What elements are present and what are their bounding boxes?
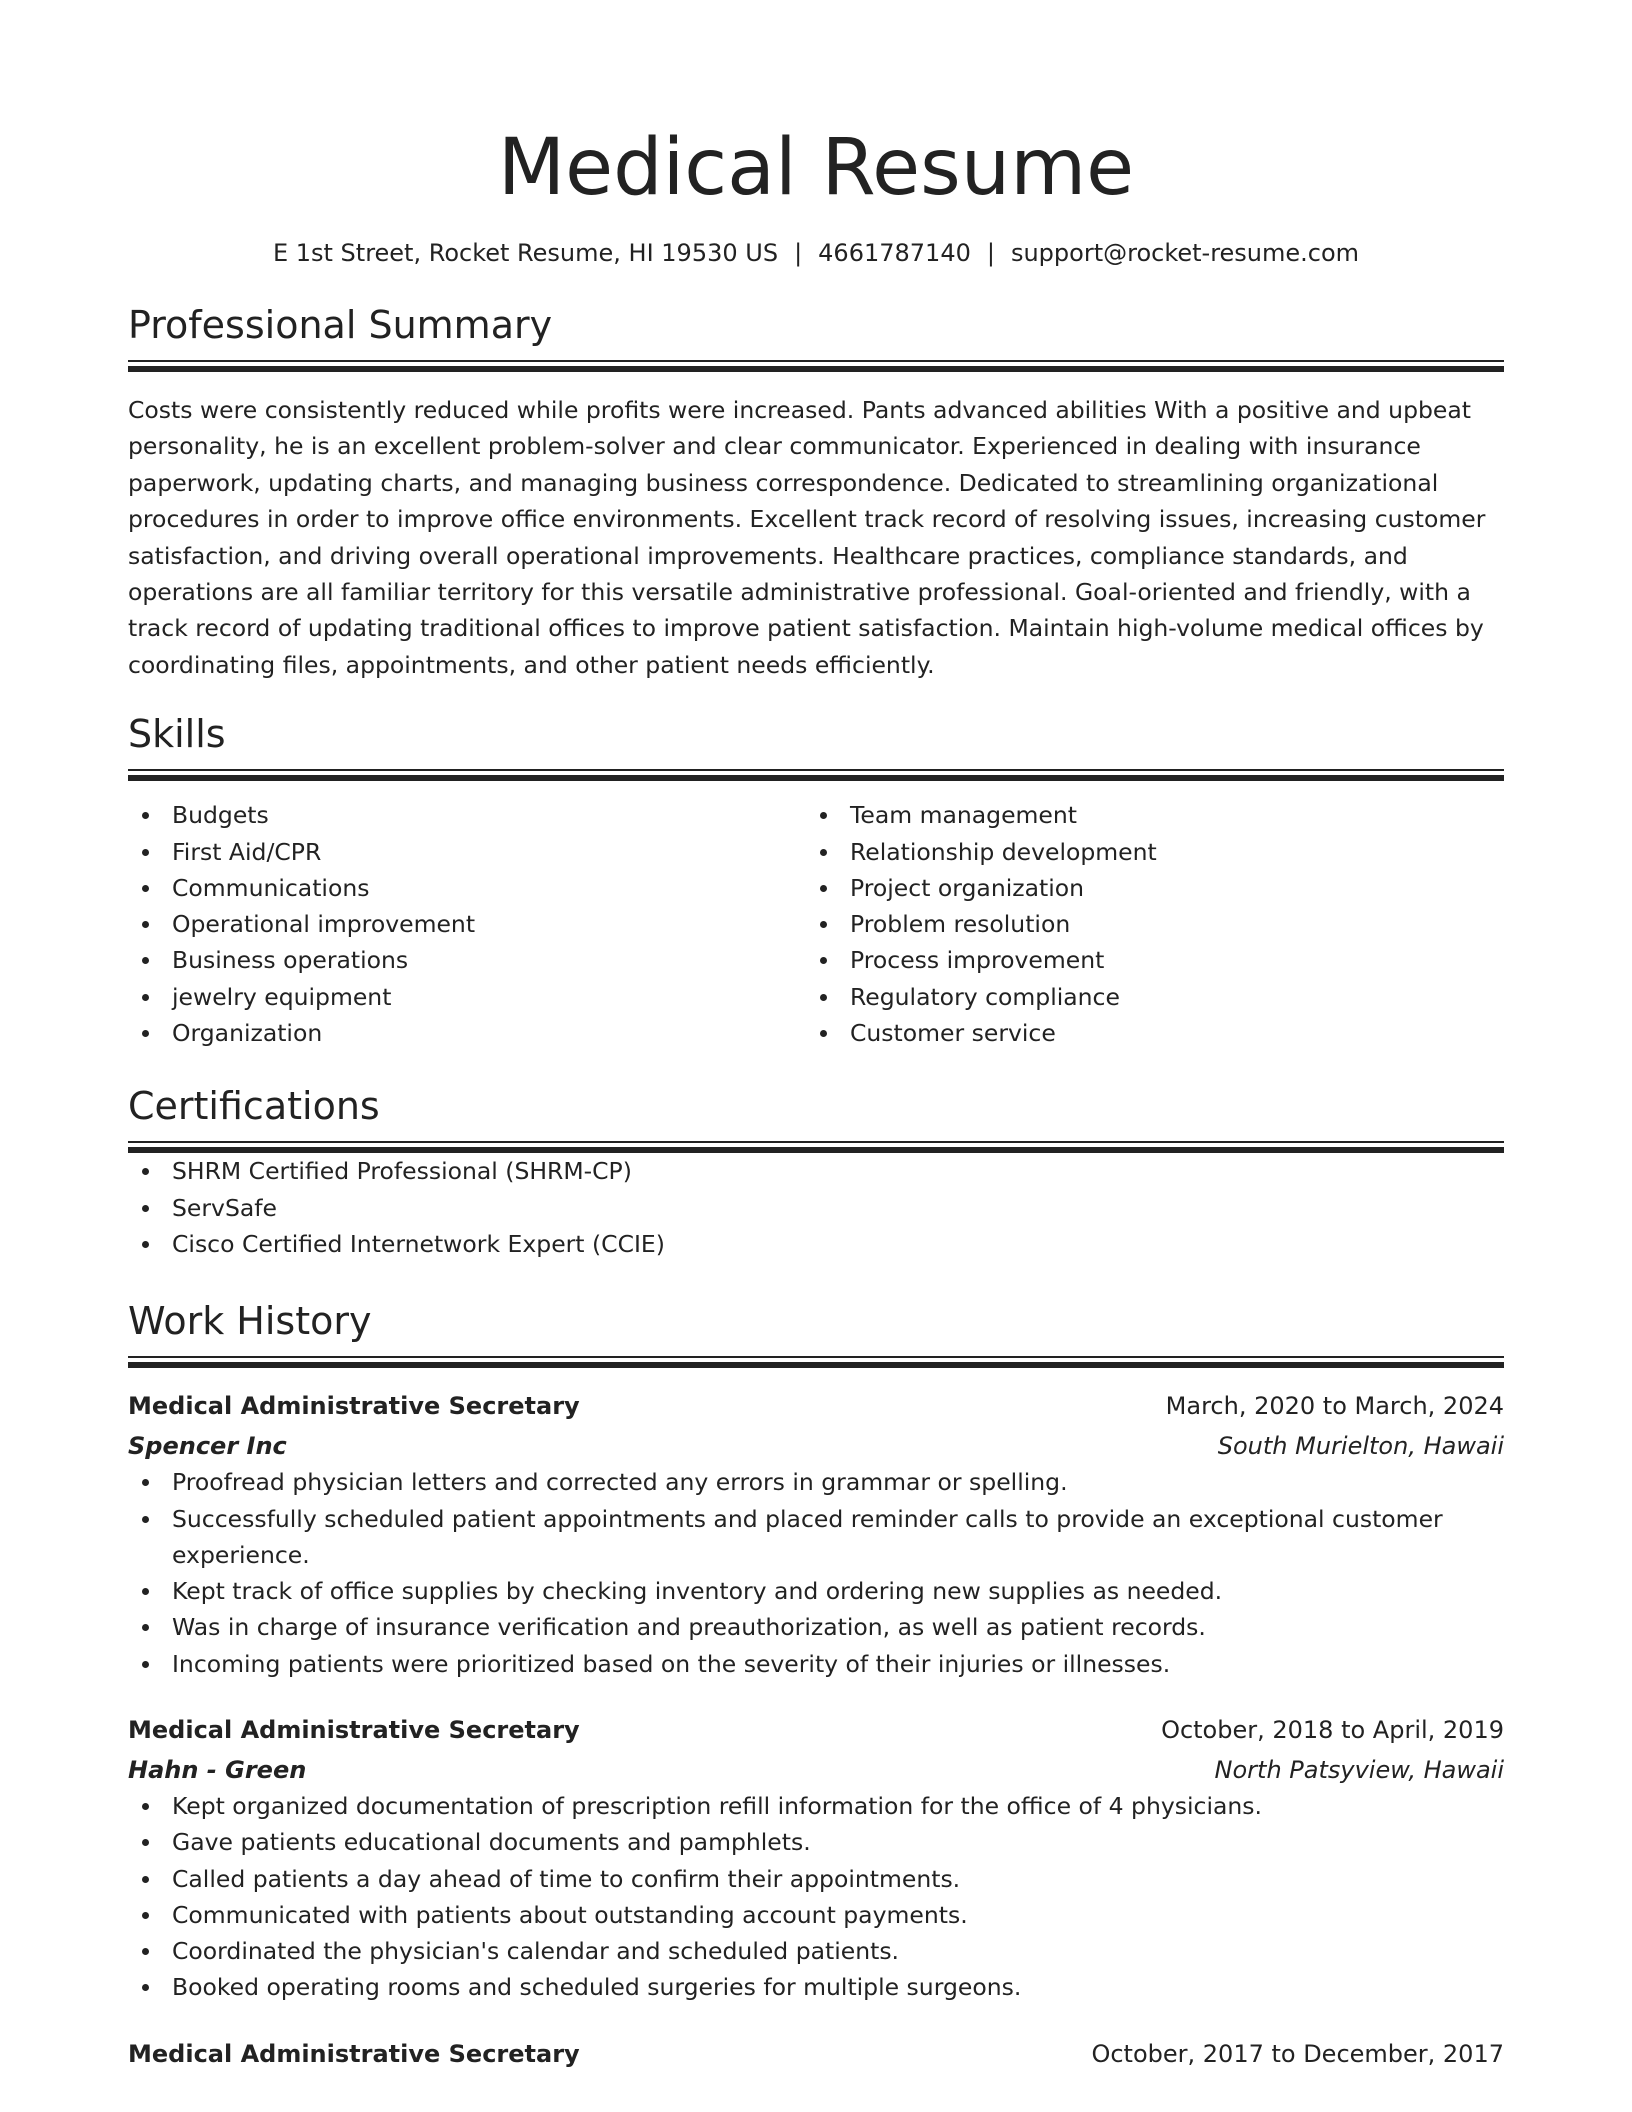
job-company-row [128,1752,1504,1788]
job-location: South Murielton, Hawaii [1217,1432,1504,1461]
skill-item: Process improvement [806,942,1484,978]
job-company: Spencer Inc [128,1432,287,1461]
job-title: Medical Administrative Secretary [128,1392,580,1421]
skills-list-right [806,797,1484,1051]
job-duty-item: Communicated with patients about outstanding account payments. [128,1897,1504,1933]
job-duty-item: Successfully scheduled patient appointments and placed reminder calls to provide an exceptional customer experience. [128,1501,1504,1574]
skill-item: Organization [128,1015,806,1051]
skill-item: First Aid/CPR [128,834,806,870]
section-title-skills: Skills [128,712,226,757]
skill-item: jewelry equipment [128,979,806,1015]
job-duty-item: Kept organized documentation of prescription refill information for the office of 4 physicians. [128,1788,1504,1824]
skill-item: Project organization [806,870,1484,906]
job-location: North Patsyview, Hawaii [1214,1756,1504,1784]
skills-list-left [128,797,806,1051]
section-title-work-history: Work History [128,1299,372,1344]
job-duty-item: Coordinated the physician's calendar and scheduled patients. [128,1933,1504,1969]
job-duty-item: Booked operating rooms and scheduled surgeries for multiple surgeons. [128,1969,1504,2005]
summary-text: Costs were consistently reduced while profits were increased. Pants advanced abilities With a positive and upbeat personality, he is an excellent problem-solver and clear communicator. Experienced in dealing with insurance paperwork, updating charts, and managing business correspondence. Dedicated to streamlining organizational procedures in order to improve office environments. Excellent track record of resolving issues, increasing customer satisfaction, and driving overall operational improvements. Healthcare practices, compliance standards, and operations are all familiar territory for this versatile administrative professional. Goal-oriented and friendly, with a track record of updating traditional offices to improve patient satisfaction. Maintain high-volume medical offices by coordinating files, appointments, and other patient needs efficiently. [128,396,1486,679]
skill-item: Operational improvement [128,906,806,942]
skill-item: Communications [128,870,806,906]
job-duties-list [128,1788,1504,2006]
job-duty-item: Called patients a day ahead of time to confirm their appointments. [128,1861,1504,1897]
job-duty-item: Incoming patients were prioritized based on the severity of their injuries or illnesses. [128,1646,1504,1682]
skill-item: Budgets [128,797,806,833]
resume-name: Medical Resume [497,123,1135,213]
certifications-list [128,1153,1504,1262]
job-header-row [128,2036,1504,2072]
section-divider [128,769,1504,781]
contact-separator: | [986,239,995,267]
job-company-row [128,1428,1504,1464]
job-dates: October, 2017 to December, 2017 [1091,2039,1504,2068]
job-duties-list [128,1464,1504,1682]
skill-item: Regulatory compliance [806,979,1484,1015]
skills-section [128,709,1504,1051]
job-dates: October, 2018 to April, 2019 [1161,1716,1504,1744]
skill-item: Problem resolution [806,906,1484,942]
job-title: Medical Administrative Secretary [128,2039,580,2068]
skill-item: Team management [806,797,1484,833]
contact-phone: 4661787140 [818,239,971,267]
job-entry [128,1712,1504,2006]
job-duty-item: Was in charge of insurance verification and preauthorization, as well as patient records. [128,1609,1504,1645]
skills-columns [128,797,1504,1051]
job-title: Medical Administrative Secretary [128,1716,580,1744]
skill-item: Customer service [806,1015,1484,1051]
contact-email: support@rocket-resume.com [1010,239,1360,267]
contact-separator: | [794,239,803,267]
section-divider [128,1356,1504,1368]
work-history-section [128,1296,1504,2072]
section-divider [128,360,1504,372]
professional-summary-section [128,300,1504,683]
job-duty-item: Gave patients educational documents and pamphlets. [128,1824,1504,1860]
job-dates: March, 2020 to March, 2024 [1165,1392,1504,1421]
resume-page [128,0,1504,2072]
certification-item: SHRM Certified Professional (SHRM-CP) [128,1153,1504,1189]
skill-item: Business operations [128,942,806,978]
job-header-row [128,1388,1504,1424]
job-header-row [128,1712,1504,1748]
certification-item: Cisco Certified Internetwork Expert (CCIE) [128,1226,1504,1262]
job-duty-item: Proofread physician letters and corrected any errors in grammar or spelling. [128,1464,1504,1500]
skills-column-right [806,797,1484,1051]
section-divider [128,1141,1504,1153]
job-duty-item: Kept track of office supplies by checking inventory and ordering new supplies as needed. [128,1573,1504,1609]
job-company: Hahn - Green [128,1756,307,1784]
contact-address: E 1st Street, Rocket Resume, HI 19530 US [272,239,779,267]
skills-column-left [128,797,806,1051]
section-title-summary: Professional Summary [128,303,553,347]
skill-item: Relationship development [806,834,1484,870]
job-entry [128,1388,1504,1682]
contact-line [128,236,1504,270]
section-title-certifications: Certifications [128,1084,380,1129]
job-entry [128,2036,1504,2072]
certification-item: ServSafe [128,1190,1504,1226]
certifications-section [128,1081,1504,1262]
